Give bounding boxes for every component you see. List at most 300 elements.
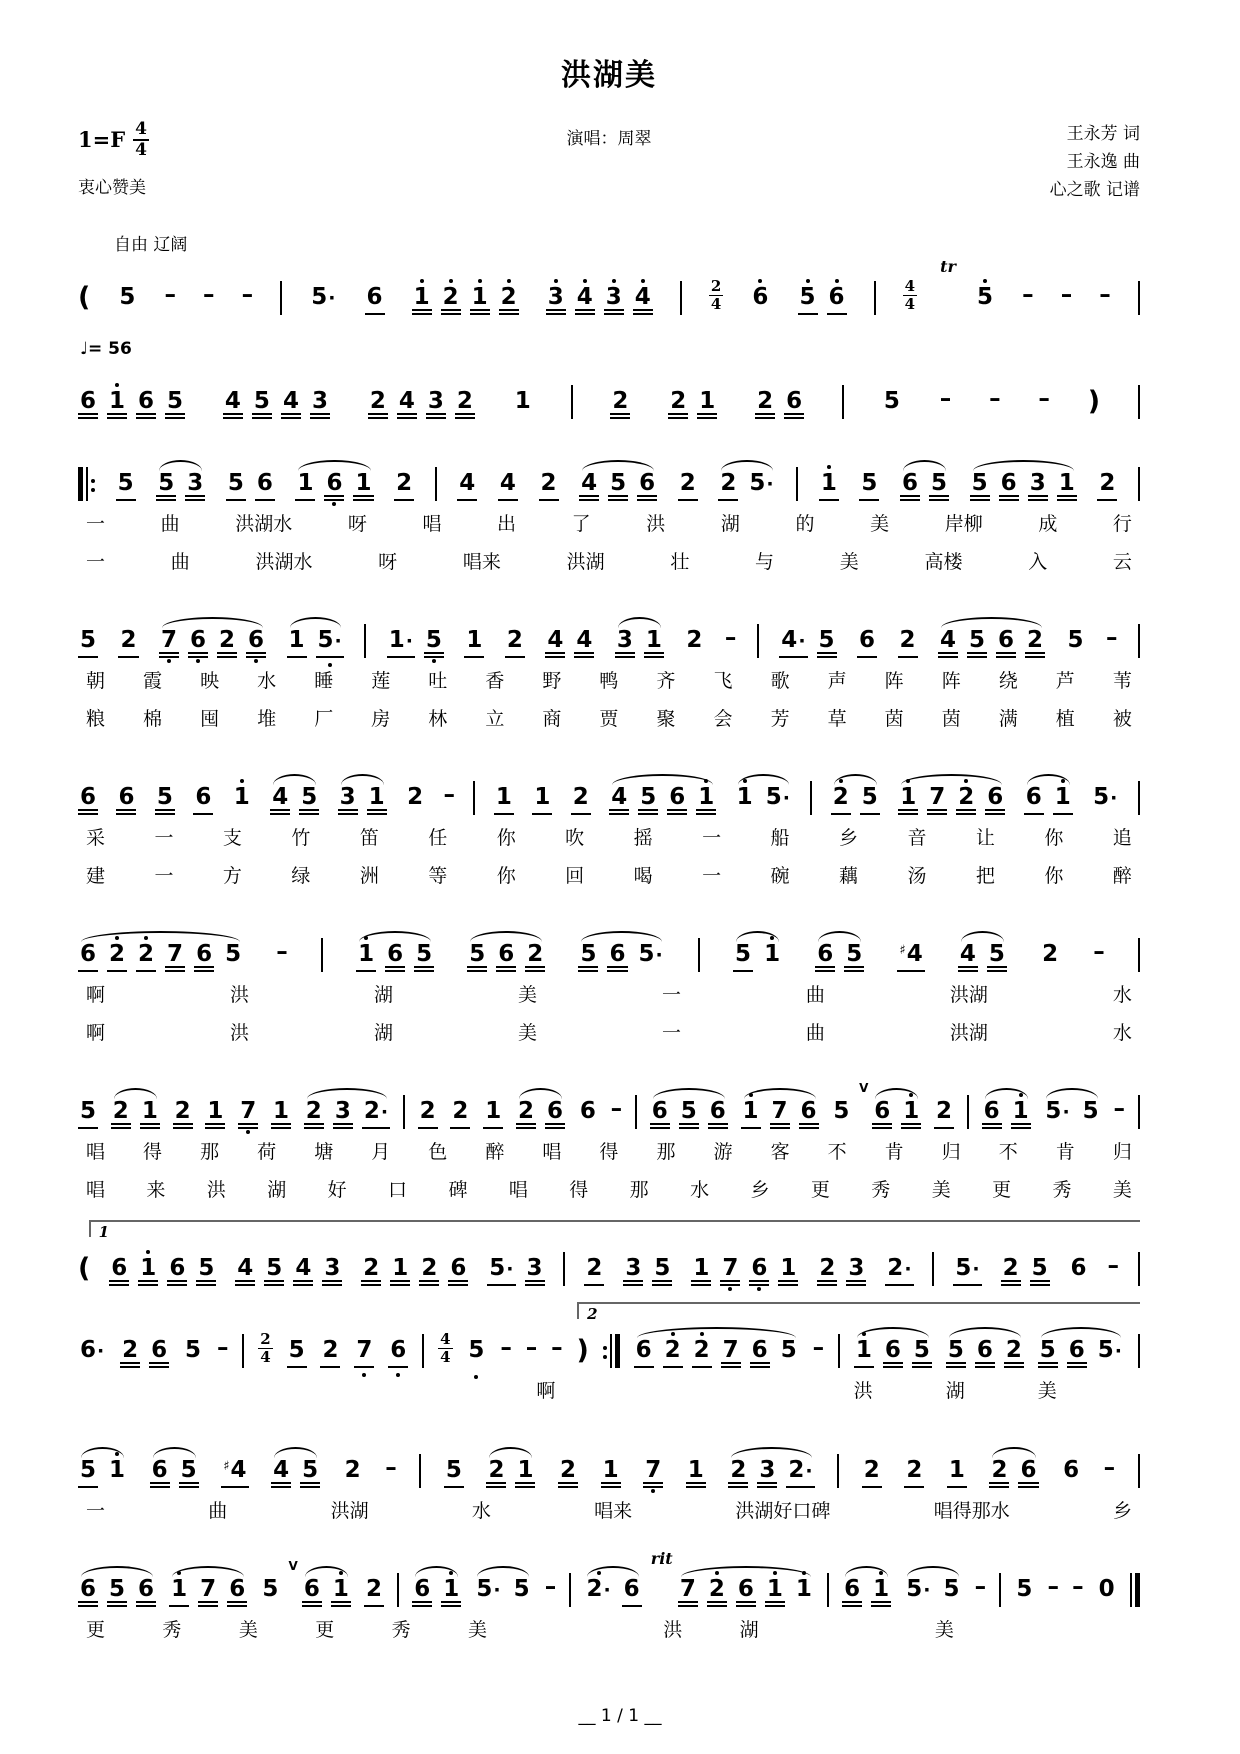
note: 6 [150, 1459, 170, 1488]
note: 2 [364, 1578, 384, 1607]
duration-dash: – [812, 1335, 825, 1362]
note: 5 [466, 1339, 486, 1368]
lyric-syllable: 肯 [1055, 1141, 1075, 1164]
augmentation-dot: · [805, 1459, 813, 1482]
slur-group [270, 773, 319, 815]
note: 5· [749, 470, 774, 497]
beam-group [223, 390, 330, 419]
meta-row [78, 120, 1140, 204]
note: 6 [448, 1257, 468, 1286]
barline [1138, 281, 1140, 315]
lyric-syllable: 一 [702, 864, 722, 887]
lyric-syllable: 肯 [884, 1141, 904, 1164]
note: 6 [749, 1257, 769, 1286]
beam-group [1001, 1257, 1050, 1286]
lyric-syllable: 归 [1112, 1141, 1132, 1164]
slur-group [1038, 1326, 1124, 1368]
duration-dash: – [216, 1335, 229, 1362]
note: 4 [633, 286, 653, 315]
lyric-syllable: 一 [86, 1499, 106, 1522]
lyric-syllable: 把 [975, 864, 995, 887]
slur-group [872, 1087, 921, 1129]
note: 5· [311, 284, 336, 311]
lyric-syllable: 唱得那水 [933, 1499, 1010, 1522]
footer-page: __ 1 / 1 __ [578, 1706, 662, 1726]
lyric-syllable: 乡 [750, 1178, 770, 1201]
lyric-syllable [875, 1616, 877, 1645]
lyric-syllable [604, 1616, 606, 1645]
lyric-syllable: 堆 [257, 707, 277, 730]
note: 3 [338, 786, 358, 815]
note: 5· [1045, 1098, 1070, 1125]
annotation-rit: rit [650, 1549, 673, 1569]
note: 4 [235, 1257, 255, 1286]
credit-lyricist: 王永芳 词 [1066, 124, 1140, 144]
lyric-syllable: 你 [496, 864, 516, 887]
lyric-syllable: 你 [1044, 864, 1064, 887]
lyric-syllable: 洪 [229, 1021, 249, 1044]
note: 5 [578, 943, 598, 972]
duration-dash: – [1106, 625, 1118, 652]
duration-dash: – [1099, 282, 1111, 309]
note: 5 [1030, 1257, 1050, 1286]
duration-dash: – [385, 1454, 397, 1481]
lyric-syllable: 茵 [884, 707, 904, 730]
note: 1 [483, 1100, 503, 1129]
note: 6 [365, 286, 385, 315]
note: 2 [120, 1339, 140, 1368]
repeat-end-bar [603, 1334, 620, 1368]
lyrics-row-2 [78, 1176, 1140, 1205]
note: 5 [116, 472, 136, 501]
slur-group [815, 930, 864, 972]
lyric-syllable: 曲 [805, 984, 825, 1007]
note: 1 [901, 1100, 921, 1129]
slur-group [718, 459, 775, 501]
lyric-syllable: 香 [485, 670, 505, 693]
note: 5 [513, 1576, 530, 1603]
note: 1 [464, 629, 484, 658]
note: 1 [947, 1459, 967, 1488]
duration-dash: – [525, 1335, 538, 1362]
note: 7 [721, 1339, 741, 1368]
barline [615, 1334, 620, 1368]
lyric-syllable [1130, 1616, 1132, 1645]
slur-group [295, 459, 373, 501]
barline [796, 467, 798, 501]
lyric-syllable: 莲 [371, 670, 391, 693]
note: 5 [608, 472, 628, 501]
score-system-8 [78, 1223, 1140, 1286]
note: 1 [356, 943, 376, 972]
barline [838, 1334, 840, 1368]
note: 2 [499, 286, 519, 315]
barline [827, 1573, 829, 1607]
repeat-dot [91, 488, 95, 492]
slur-group [474, 1565, 531, 1607]
lyric-syllable: 唱来 [462, 550, 501, 573]
parenthesis: ) [576, 1335, 589, 1367]
note: 3 [546, 286, 566, 315]
note: 2 [755, 390, 775, 419]
lyric-syllable: 秀 [871, 1178, 891, 1201]
note: 3 [623, 1257, 643, 1286]
note: 4 [579, 472, 599, 501]
lyric-syllable: 那 [656, 1141, 676, 1164]
note: 1 [295, 472, 315, 501]
augmentation-dot: · [1114, 1340, 1123, 1363]
note: 5 [444, 1459, 464, 1488]
parenthesis: ( [78, 282, 91, 314]
barline [1138, 781, 1140, 815]
note: 2 [455, 390, 475, 419]
lyric-syllable: 碗 [770, 864, 790, 887]
barline [1138, 467, 1140, 501]
lyric-syllable: 绿 [291, 864, 311, 887]
lyric-syllable: 会 [713, 707, 733, 730]
note: 2 [831, 786, 851, 815]
lyric-syllable [704, 1377, 706, 1406]
lyric-syllable: 岸柳 [944, 513, 983, 536]
lyric-syllable: 唱来 [594, 1499, 633, 1522]
lyric-syllable: 吐 [428, 670, 448, 693]
note: 5 [638, 786, 658, 815]
note: 6 [1018, 1459, 1038, 1488]
note: 2 [111, 1100, 131, 1129]
note: 6 [637, 472, 657, 501]
lyric-syllable: 啊 [86, 984, 106, 1007]
lyric-syllable: 声 [827, 670, 847, 693]
slur-group [735, 773, 792, 815]
note: 4 [575, 286, 595, 315]
note: 5 [155, 786, 175, 815]
note: 2 [692, 1339, 712, 1368]
lyrics-row-1 [78, 981, 1140, 1010]
note: 3 [426, 390, 446, 419]
note: 6 [799, 1100, 819, 1129]
note: 2 [584, 1257, 604, 1286]
barline [78, 467, 83, 501]
note: 2 [394, 472, 414, 501]
lyric-syllable: 阵 [941, 670, 961, 693]
note: 1 [367, 786, 387, 815]
lyrics-row-1 [78, 824, 1140, 853]
note: 1 [271, 1100, 291, 1129]
lyric-syllable: 那 [200, 1141, 220, 1164]
note: 3 [333, 1100, 353, 1129]
lyric-syllable: 更 [315, 1619, 335, 1642]
augmentation-dot: · [1110, 787, 1118, 810]
note: 5 [299, 786, 319, 815]
beam-group [668, 390, 717, 419]
note: 5· [476, 1576, 501, 1603]
note: 3 [185, 472, 205, 501]
lyric-syllable [311, 1377, 313, 1406]
note: 1 [691, 1257, 711, 1286]
annotation-tr: tr [940, 257, 956, 277]
score-system-7 [78, 1071, 1140, 1204]
lyric-syllable: 秀 [391, 1619, 411, 1642]
note: 5· [1093, 784, 1118, 811]
note: 4 [574, 629, 594, 658]
notation-row [78, 1071, 1140, 1129]
note: 5 [226, 472, 246, 501]
slur-group [938, 616, 1045, 658]
lyrics-row-1 [78, 1377, 1140, 1406]
time-sig-denominator: 4 [710, 294, 722, 313]
lyric-syllable [1011, 1616, 1013, 1645]
note: 2 [817, 1257, 837, 1286]
barline [1135, 1573, 1140, 1607]
lyric-syllable: 唱 [542, 1141, 562, 1164]
lyric-syllable: 美 [517, 984, 537, 1007]
lyric-syllable: 洪湖 [566, 550, 605, 573]
note: 6 [815, 943, 835, 972]
note: 2 [571, 786, 591, 815]
note: 4 [498, 472, 518, 501]
slur-group [486, 1446, 535, 1488]
note: 1 [686, 1459, 706, 1488]
duration-dash: – [1113, 1096, 1125, 1123]
slur-group [904, 1565, 961, 1607]
lyric-syllable: 水 [690, 1178, 710, 1201]
lyric-syllable: 洲 [359, 864, 379, 887]
lyric-syllable: 歌 [770, 670, 790, 693]
note: 2 [728, 1459, 748, 1488]
lyric-syllable: 更 [810, 1178, 830, 1201]
note: 4 [609, 786, 629, 815]
note: 1 [765, 1578, 785, 1607]
barline [419, 1454, 421, 1488]
lyric-syllable: 秀 [162, 1619, 182, 1642]
note: 2 [525, 943, 545, 972]
note: 5 [844, 943, 864, 972]
slur-group [516, 1087, 565, 1129]
repeat-dots [603, 1346, 607, 1359]
slur-group [579, 459, 657, 501]
barline [842, 385, 844, 419]
time-sig-numerator: 2 [710, 276, 722, 295]
note: 5 [78, 629, 98, 658]
lyric-syllable: 成 [1038, 513, 1058, 536]
sharp-icon: ♯ [899, 943, 906, 959]
lyric-syllable: 汤 [907, 864, 927, 887]
lyric-syllable: 云 [1112, 550, 1132, 573]
note: 2 [368, 390, 388, 419]
lyric-syllable: 归 [941, 1141, 961, 1164]
key-block [78, 120, 432, 198]
note: 6 [136, 1578, 156, 1607]
lyrics-row-1 [78, 510, 1140, 539]
note: 5 [196, 1257, 216, 1286]
note: 5 [679, 1100, 699, 1129]
note: 3 [757, 1459, 777, 1488]
note: 6 [302, 1578, 322, 1607]
note: 5· [638, 941, 663, 968]
slur-group [78, 1565, 156, 1607]
score-system-6 [78, 914, 1140, 1047]
note: 2 [663, 1339, 683, 1368]
score-system-1 [78, 230, 1140, 315]
time-sig-denominator: 4 [904, 294, 916, 313]
note: 1 [390, 1257, 410, 1286]
lyrics-row-2 [78, 705, 1140, 734]
barline [569, 1573, 571, 1607]
note: 7 [165, 943, 185, 972]
lyric-syllable: 唱 [86, 1178, 106, 1201]
repeat-start-bar [78, 467, 95, 501]
note: 1 [514, 388, 531, 415]
note: 2 [668, 390, 688, 419]
note: 1 [794, 1578, 814, 1607]
key-label: 1=F [78, 127, 126, 153]
lyric-syllable [236, 1377, 238, 1406]
note: 7 [678, 1578, 698, 1607]
lyric-syllable: 啊 [536, 1380, 556, 1403]
slur-group [467, 930, 545, 972]
barline [86, 467, 88, 501]
lyric-syllable: 啊 [86, 1021, 106, 1044]
note: 3 [322, 1257, 342, 1286]
lyric-syllable: 美 [1037, 1380, 1057, 1403]
augmentation-dot: · [493, 1579, 501, 1602]
score-system-11 [78, 1549, 1140, 1645]
note: 1 [107, 1459, 127, 1488]
note: 2· [786, 1459, 814, 1488]
notation-row [78, 257, 1140, 315]
lyric-syllable: 醉 [1112, 864, 1132, 887]
note: 7 [238, 1100, 258, 1129]
note: 6 [193, 786, 213, 815]
augmentation-dot: · [1062, 1101, 1070, 1124]
duration-dash: – [1047, 1574, 1059, 1601]
note: 0 [1098, 1576, 1115, 1603]
duration-dash: – [989, 386, 1001, 413]
note: 6 [78, 390, 98, 419]
slur-group [609, 773, 716, 815]
note: 1 [353, 472, 373, 501]
lyric-syllable: 得 [569, 1178, 589, 1201]
lyric-syllable: 乡 [1112, 1499, 1132, 1522]
slur-group [78, 930, 243, 972]
duration-dash: – [164, 282, 176, 309]
lyric-syllable: 等 [428, 864, 448, 887]
note: 2 [320, 1339, 340, 1368]
note: 6 [385, 943, 405, 972]
lyric-syllable: 碑 [448, 1178, 468, 1201]
note: 7 [770, 1100, 790, 1129]
slur-group [150, 1446, 199, 1488]
duration-dash: – [500, 1335, 512, 1362]
lyric-syllable: 美 [931, 1178, 951, 1201]
score-system-4 [78, 600, 1140, 733]
note: 6 [708, 1100, 728, 1129]
note: 1 [138, 1257, 158, 1286]
augmentation-dot: · [603, 1579, 611, 1602]
note: 5 [1082, 1098, 1099, 1125]
note: 4 [281, 390, 301, 419]
lyric-syllable: 更 [86, 1619, 106, 1642]
note: 5 [833, 1098, 850, 1125]
notation-row [78, 914, 1140, 972]
note: 6 [324, 472, 344, 501]
lyric-syllable: 不 [827, 1141, 847, 1164]
beam-group [361, 1257, 468, 1286]
slur-group [958, 930, 1007, 972]
note: 4 [270, 786, 290, 815]
note: 5 [987, 943, 1007, 972]
barline [967, 1095, 969, 1129]
note: 5 [264, 1257, 284, 1286]
slur-group [634, 1326, 799, 1368]
lyric-syllable [86, 1377, 88, 1406]
note: 2 [1004, 1339, 1024, 1368]
note: 7 [354, 1339, 374, 1368]
note: 5· [953, 1257, 981, 1286]
note: 2 [407, 784, 424, 811]
beam-group [546, 286, 653, 315]
beam-group [387, 629, 444, 658]
lyric-syllable: 一 [154, 864, 174, 887]
lyric-syllable: 建 [86, 864, 106, 887]
lyric-syllable: 那 [629, 1178, 649, 1201]
note: 1 [735, 786, 755, 815]
note: 1 [107, 390, 127, 419]
time-sig-numerator: 2 [260, 1329, 271, 1348]
lyric-syllable: 支 [222, 827, 242, 850]
note: 2 [898, 629, 918, 658]
lyric-syllable: 追 [1112, 827, 1132, 850]
lyrics-row-2 [78, 548, 1140, 577]
lyric-syllable: 曲 [805, 1021, 825, 1044]
beam-group [487, 1257, 544, 1286]
note: 6 [545, 1100, 565, 1129]
barline [635, 1095, 637, 1129]
lyric-syllable: 呀 [378, 550, 398, 573]
slur-group [842, 1565, 891, 1607]
note: 3 [525, 1257, 545, 1286]
lyric-syllable: 水 [257, 670, 277, 693]
note: 6 [857, 629, 877, 658]
note: 2 [344, 1456, 361, 1483]
note: 3 [310, 390, 330, 419]
augmentation-dot: · [380, 1101, 389, 1124]
beam-group [817, 1257, 866, 1286]
note: 2 [989, 1459, 1009, 1488]
volta-number: 2 [587, 1305, 598, 1324]
lyric-syllable: 美 [934, 1619, 954, 1642]
barline [403, 1095, 405, 1129]
duration-dash: – [203, 282, 215, 309]
expression-label: 自由 辽阔 [114, 235, 188, 256]
lyric-syllable: 一 [154, 827, 174, 850]
lyric-syllable: 呀 [347, 513, 367, 536]
sharp-icon: ♯ [223, 1458, 230, 1474]
lyric-syllable: 月 [371, 1141, 391, 1164]
barline [1138, 1454, 1140, 1488]
note: 6 [1063, 1456, 1080, 1483]
note: 4 [271, 1459, 291, 1488]
lyrics-row-1 [78, 1616, 1140, 1645]
note: 7 [198, 1578, 218, 1607]
lyric-syllable: 不 [998, 1141, 1018, 1164]
lyric-syllable: 芦 [1055, 670, 1075, 693]
lyric-syllable: 洪 [853, 1380, 873, 1403]
lyric-syllable [386, 1377, 388, 1406]
lyric-syllable: 入 [1028, 550, 1048, 573]
lyric-syllable: 一 [86, 513, 106, 536]
time-sig-numerator: 4 [440, 1329, 451, 1348]
